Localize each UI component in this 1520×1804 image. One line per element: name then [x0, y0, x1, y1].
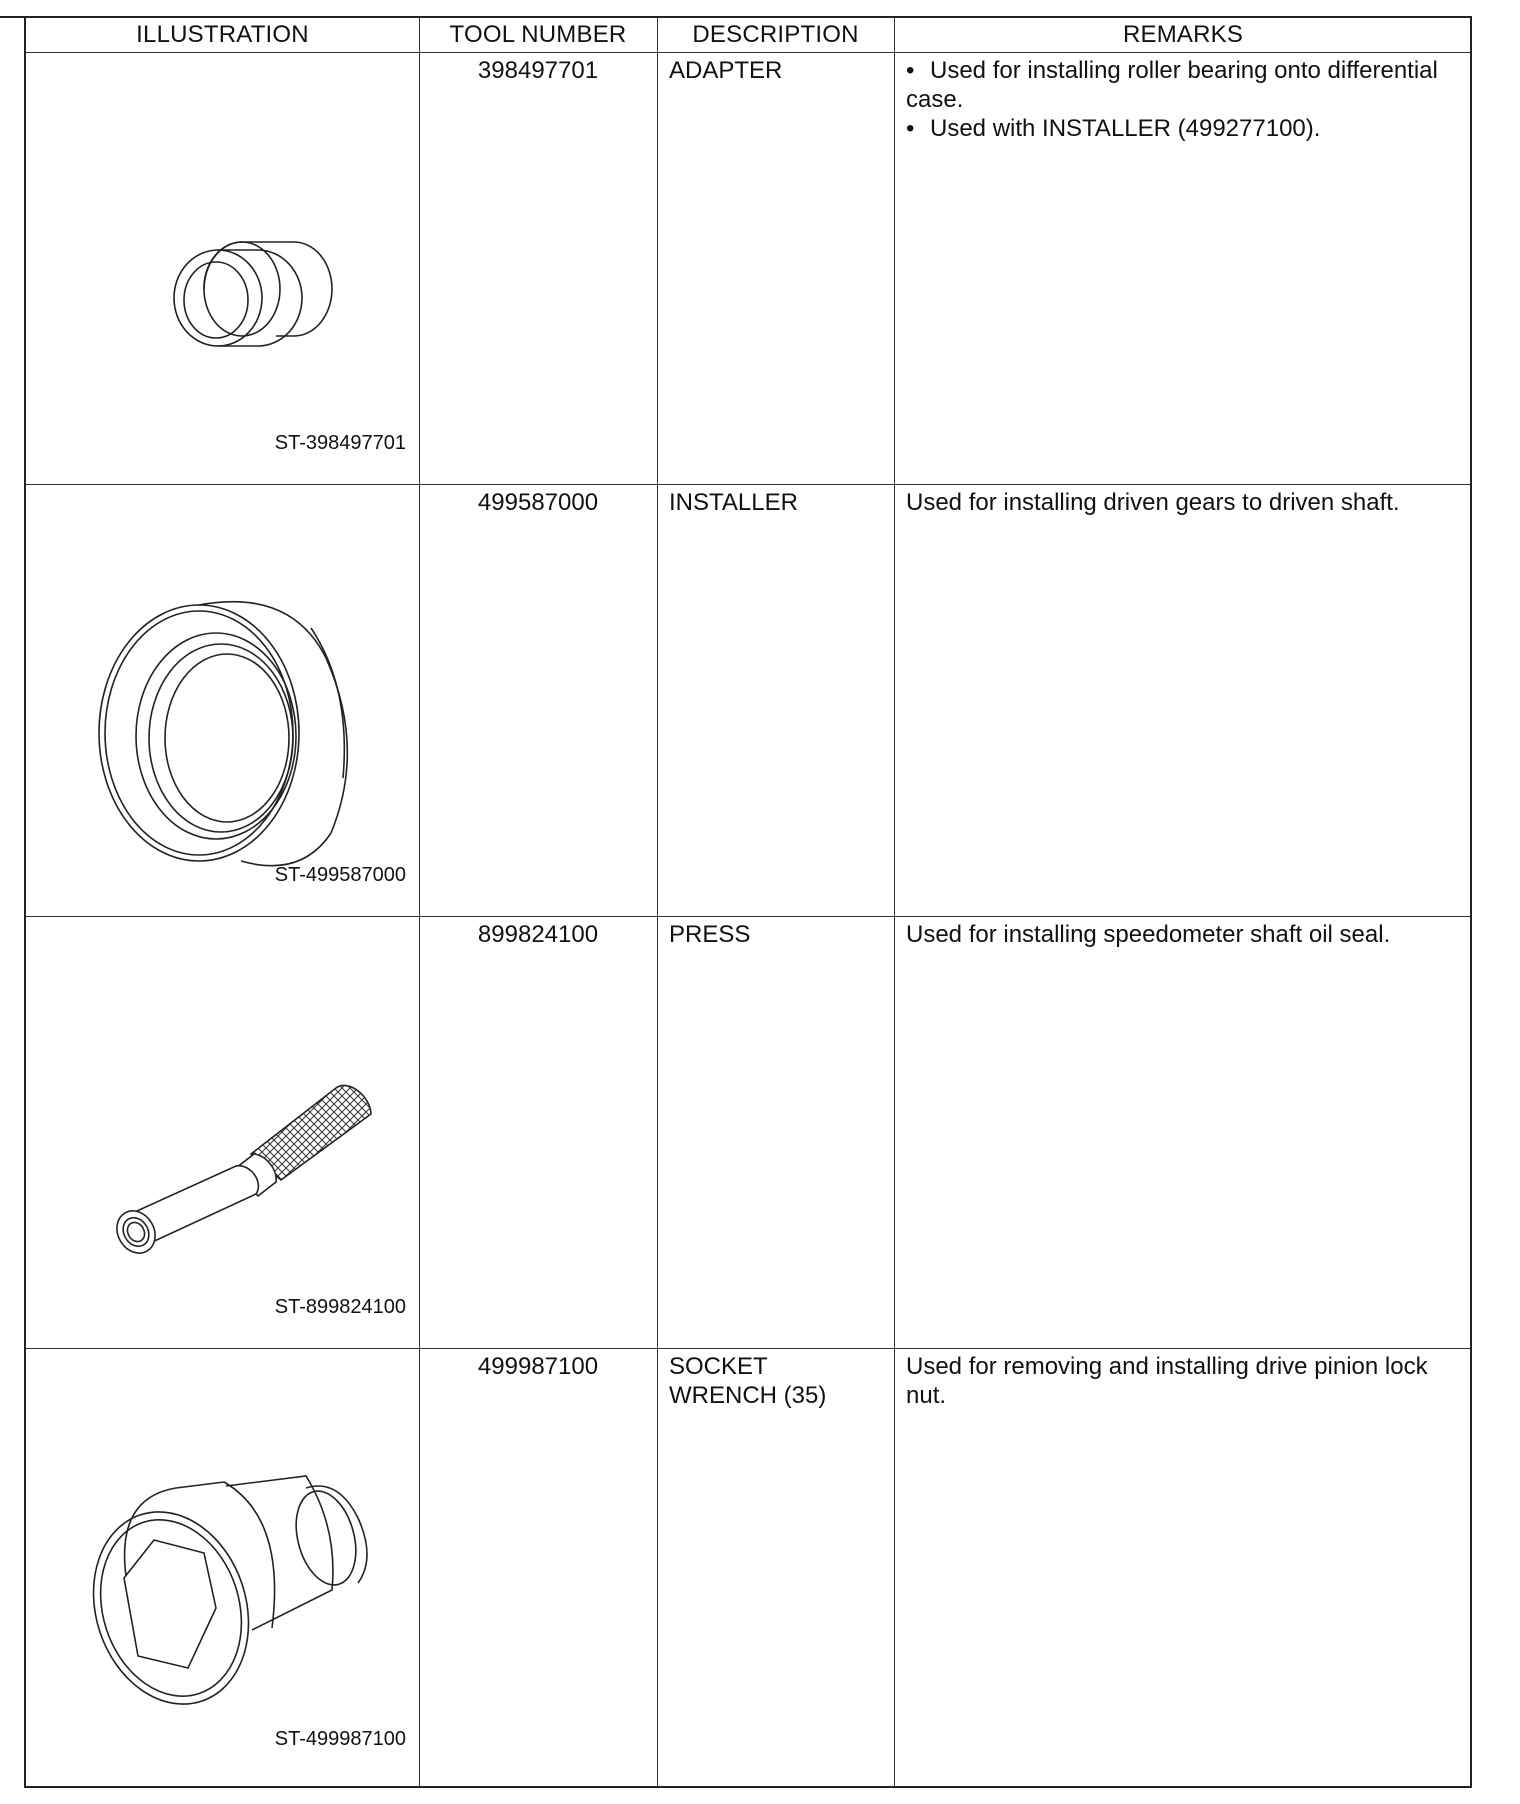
- adapter-illustration: [146, 188, 346, 388]
- bullet-icon: •: [906, 115, 915, 142]
- description: INSTALLER: [669, 489, 798, 516]
- special-tools-table: [24, 16, 1472, 1788]
- description: ADAPTER: [669, 57, 783, 84]
- illustration-code: ST-499987100: [274, 1728, 406, 1750]
- column-divider: [657, 18, 658, 1786]
- remarks: Used for removing and installing drive pinion lock nut.: [906, 1353, 1428, 1409]
- bullet-icon: •: [906, 57, 915, 84]
- press-illustration: [86, 1048, 406, 1268]
- tool-number: 398497701: [477, 57, 599, 84]
- description: PRESS: [669, 921, 751, 948]
- remark-text: Used with INSTALLER (499277100).: [930, 115, 1321, 142]
- row-divider: [26, 1348, 1470, 1349]
- header-remarks: REMARKS: [1122, 21, 1244, 48]
- tool-number: 499587000: [477, 489, 599, 516]
- remark-item: [906, 56, 1472, 114]
- remark-text: Used for installing roller bearing onto differential case.: [906, 57, 1438, 113]
- row-divider: [26, 916, 1470, 917]
- installer-illustration: [81, 578, 381, 878]
- column-divider: [419, 18, 420, 1786]
- header-illustration: ILLUSTRATION: [136, 21, 309, 48]
- header-description: DESCRIPTION: [692, 21, 859, 48]
- tool-number: 899824100: [477, 921, 599, 948]
- illustration-code: ST-398497701: [274, 432, 406, 454]
- tool-number: 499987100: [477, 1353, 599, 1380]
- column-divider: [894, 18, 895, 1786]
- illustration-code: ST-499587000: [274, 864, 406, 886]
- header-divider: [26, 52, 1470, 53]
- remarks: [906, 56, 1472, 143]
- description: SOCKET WRENCH (35): [669, 1353, 827, 1409]
- row-divider: [26, 484, 1470, 485]
- header-tool-number: TOOL NUMBER: [449, 21, 627, 48]
- remarks: Used for installing speedometer shaft oil seal.: [906, 921, 1391, 948]
- illustration-code: ST-899824100: [274, 1296, 406, 1318]
- remark-item: [906, 114, 1472, 143]
- socket-wrench-illustration: [76, 1458, 396, 1718]
- remarks: Used for installing driven gears to driven shaft.: [906, 489, 1400, 516]
